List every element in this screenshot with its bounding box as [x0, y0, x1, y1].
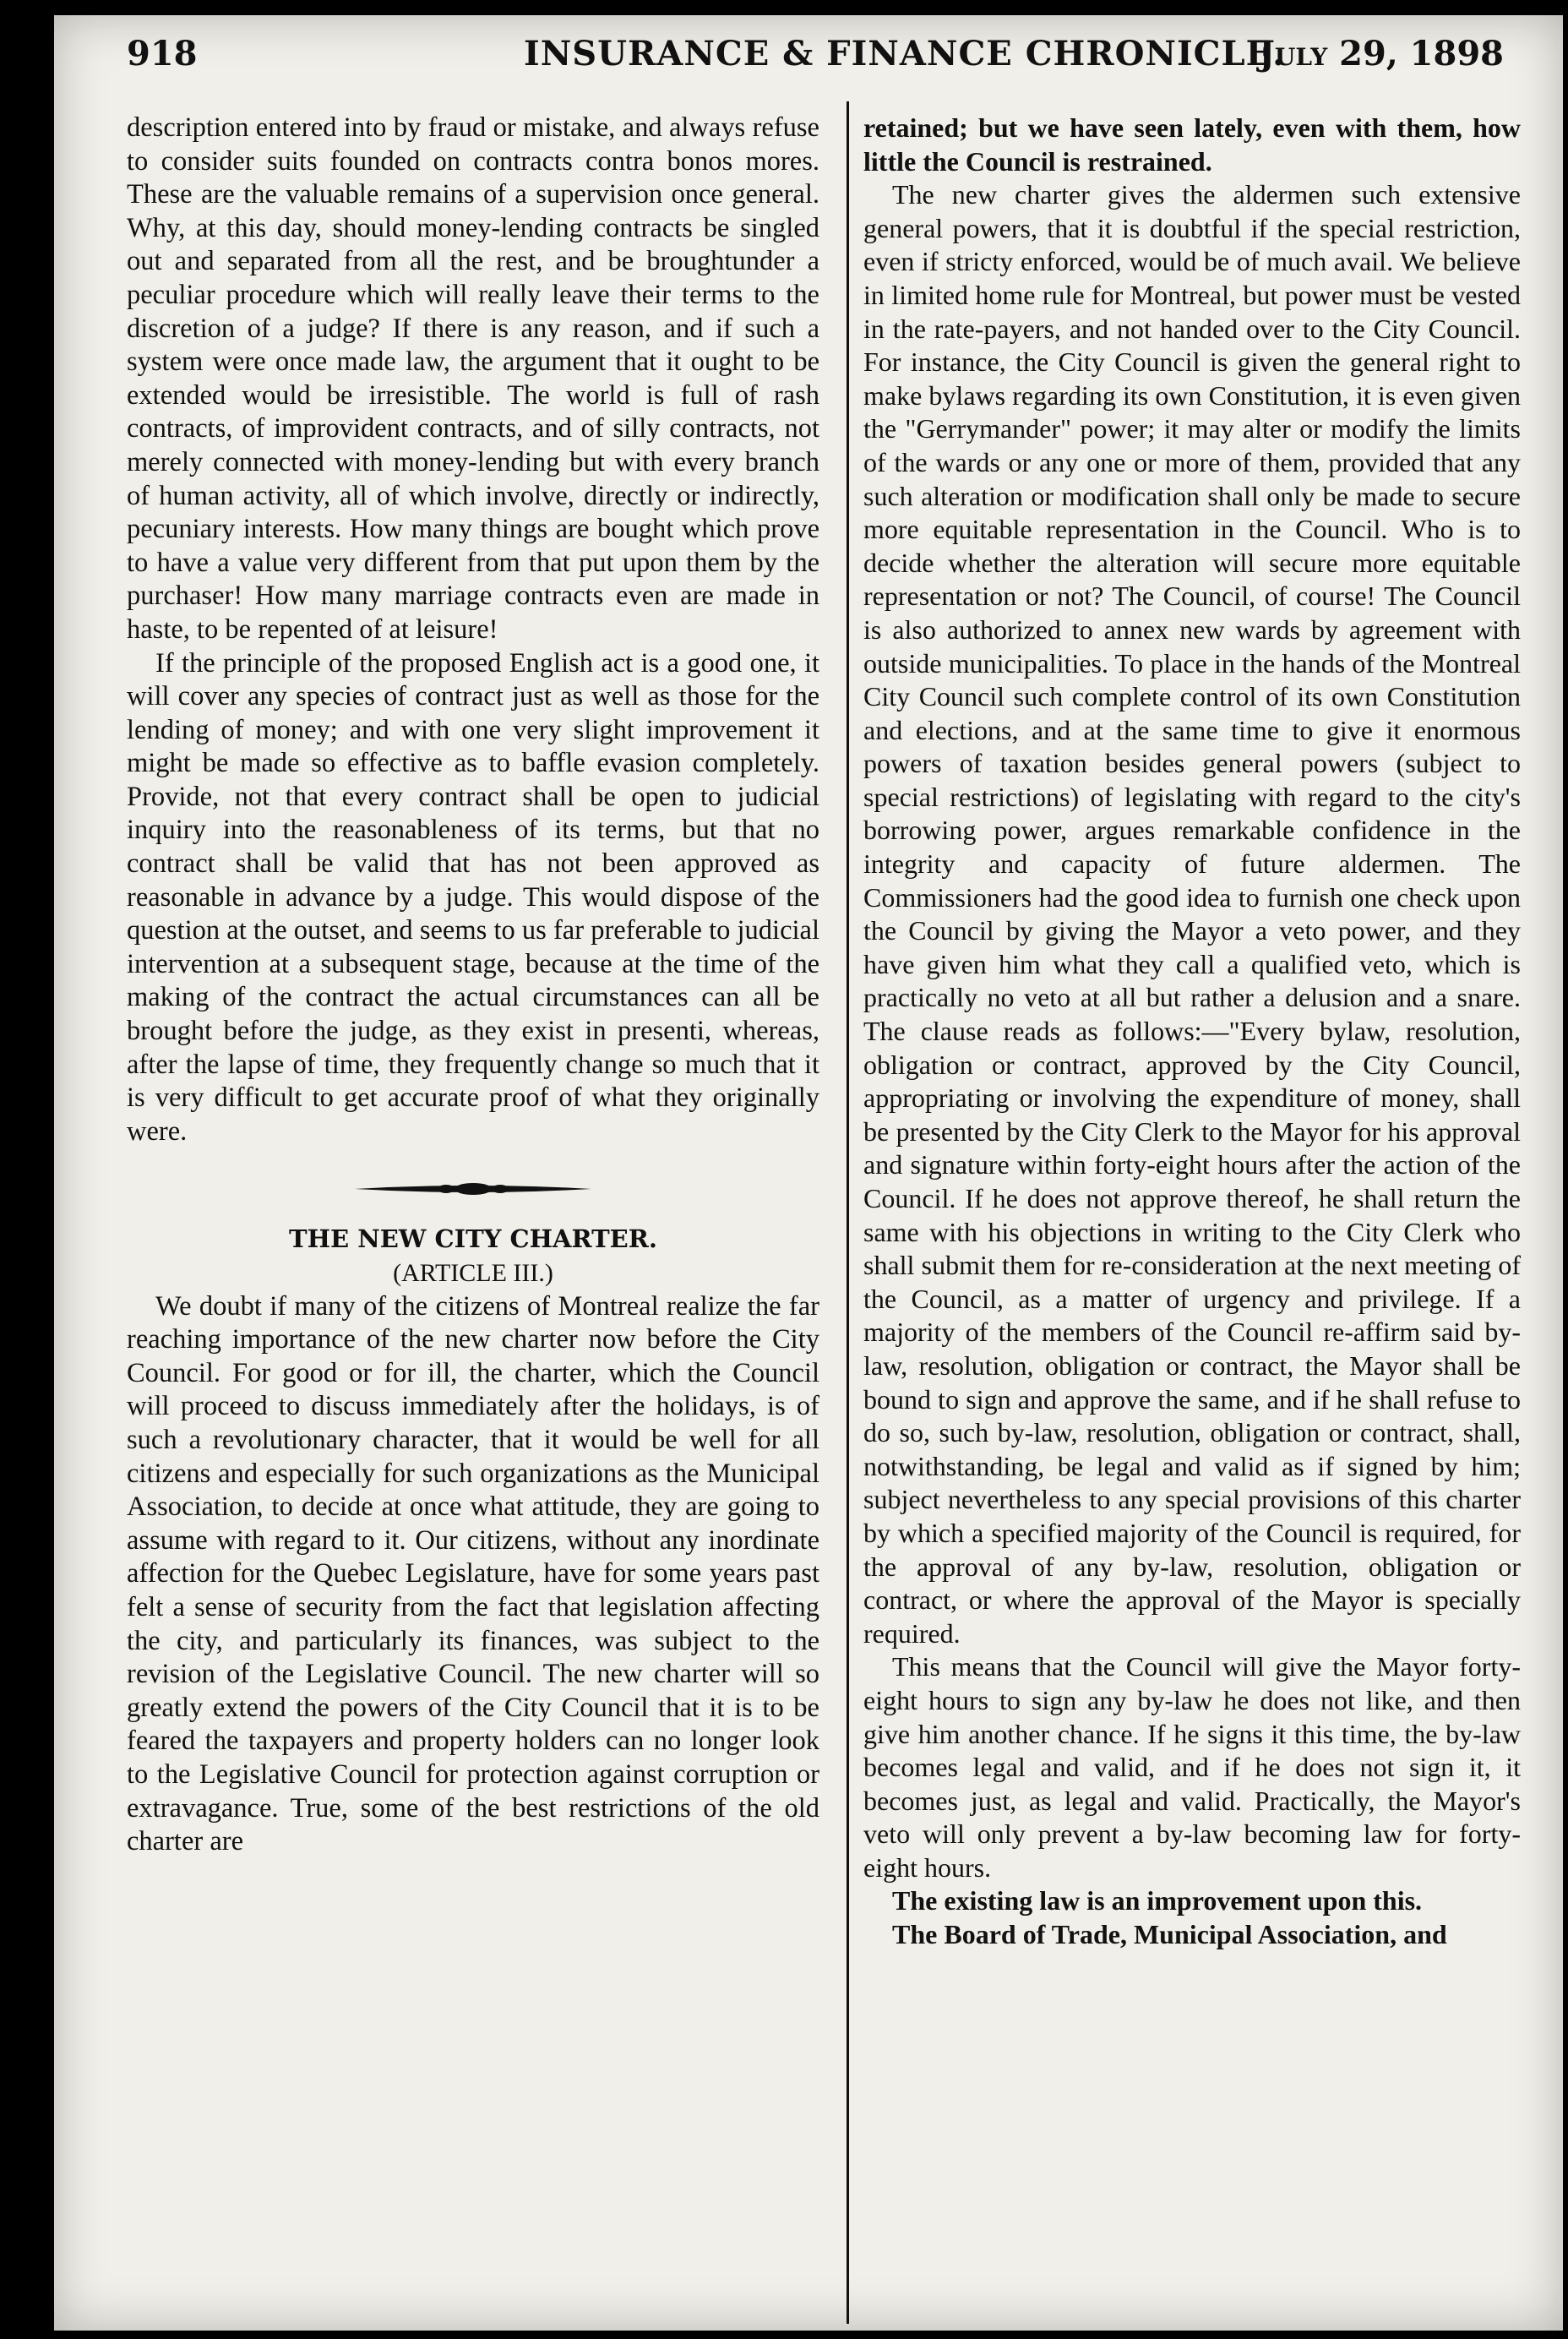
- column-divider: [847, 101, 849, 2324]
- page-number: 918: [127, 34, 198, 74]
- publication-title: INSURANCE & FINANCE CHRONICLE.: [524, 34, 1286, 74]
- paragraph: The Board of Trade, Municipal Association, and: [892, 1919, 1447, 1950]
- page-header: [127, 34, 1504, 85]
- paragraph: If the principle of the proposed English act is a good one, it will cover any species of contract just as well as those for the lending of money; and with one very slight improvement it might be made so effective as to baffle evasion completely. Provide, not that every contract shall be open to judicial inquiry into the reasonableness of its terms, but that no contract shall be valid that has not been approved as reasonable in advance by a judge. This would dispose of the question at the outset, and seems to us far preferable to judicial intervention at a subsequent stage, because at the time of the making of the contract the actual circumstances can all be brought before the judge, as they exist in presenti, whereas, after the lapse of time, they frequently change so much that it is very difficult to get accurate proof of what they originally were.: [127, 647, 819, 1147]
- ornament-divider-icon: [346, 1180, 600, 1197]
- article-label: (ARTICLE III.): [393, 1259, 553, 1287]
- paragraph: We doubt if many of the citizens of Montreal realize the far reaching importance of the new charter now before the City Council. For good or for ill, the charter, which the Council will proceed to discuss immediately after the holidays, is of such a revolutionary character, that it would be well for all citizens and especially for such organizations as the Municipal Association, to decide at once what attitude, they are going to assume with regard to it. Our citizens, without any inordinate affection for the Quebec Legislature, have for some years past felt a sense of security from the fact that legislation affecting the city, and particularly its finances, was subject to the revision of the Legislative Council. The new charter will so greatly extend the powers of the City Council that it is to be feared the taxpayers and property holders can no longer look to the Legislative Council for protection against corruption or extravagance. True, some of the best restrictions of the old charter are: [127, 1290, 819, 1857]
- paragraph: retained; but we have seen lately, even with them, how little the Council is restrained.: [863, 112, 1521, 177]
- left-column: [127, 112, 819, 1859]
- issue-date: July 29, 1898: [1259, 34, 1504, 74]
- paragraph: This means that the Council will give the Mayor forty-eight hours to sign any by-law he does not like, and then give him another chance. If he signs it this time, the by-law becomes legal and valid, and if he does not sign it, it becomes just, as legal and valid. Practically, the Mayor's veto will only prevent a by-law becoming law for forty-eight hours.: [863, 1651, 1521, 1883]
- right-column: [863, 112, 1521, 1952]
- paragraph: The existing law is an improvement upon this.: [892, 1885, 1423, 1916]
- paragraph: The new charter gives the aldermen such extensive general powers, that it is doubtful if the special restriction, even if stricty enforced, would be of much avail. We believe in limited home rule for Montreal, but power must be vested in the rate-payers, and not handed over to the City Council. For instance, the City Council is given the general right to make bylaws regarding its own Constitution, it is even given the "Gerrymander" power; it may alter or modify the limits of the wards or any one or more of them, provided that any such alteration or modification shall only be made to secure more equitable representation in the Council. Who is to decide whether the alteration will secure more equitable representation or not? The Council, of course! The Council is also authorized to annex new wards by agreement with outside municipalities. To place in the hands of the Montreal City Council such complete control of its own Constitution and elections, and at the same time to give it enormous powers of taxation besides general powers (subject to special restrictions) of legislating with regard to the city's borrowing power, argues remarkable confidence in the integrity and capacity of future aldermen. The Commissioners had the good idea to furnish one check upon the Council by giving the Mayor a veto power, and they have given him what they call a qualified veto, which is practically no veto at all but rather a delusion and a snare. The clause reads as follows:—"Every bylaw, resolution, obligation or contract, approved by the City Council, appropriating or involving the expenditure of money, shall be presented by the City Clerk to the Mayor for his approval and signature within forty-eight hours after the action of the Council. If he does not approve thereof, he shall return the same with his objections in writing to the City Clerk who shall submit them for re-consideration at the next meeting of the Council, as a matter of urgency and privilege. If a majority of the members of the Council re-affirm said by-law, resolution, obligation or contract, the Mayor shall be bound to sign and approve the same, and if he shall refuse to do so, such by-law, resolution, obligation or contract, shall, notwithstanding, be legal and valid as if signed by him; subject nevertheless to any special provisions of this charter by which a specified majority of the Council is required, for the approval of any by-law, resolution, obligation or contract, or where the approval of the Mayor is specially required.: [863, 179, 1521, 1649]
- paragraph: description entered into by fraud or mistake, and always refuse to consider suits founded on contracts contra bonos mores. These are the valuable remains of a supervision once general. Why, at this day, should money-lending contracts be singled out and separated from all the rest, and be broughtunder a peculiar procedure which will really leave their terms to the discretion of a judge? If there is any reason, and if such a system were once made law, the argument that it ought to be extended would be irresistible. The world is full of rash contracts, of improvident contracts, and of silly contracts, not merely connected with money-lending but with every branch of human activity, all of which involve, directly or indirectly, pecuniary interests. How many things are bought which prove to have a value very different from that put upon them by the purchaser! How many marriage contracts even are made in haste, to be repented of at leisure!: [127, 112, 819, 645]
- section-title: THE NEW CITY CHARTER.: [289, 1224, 657, 1254]
